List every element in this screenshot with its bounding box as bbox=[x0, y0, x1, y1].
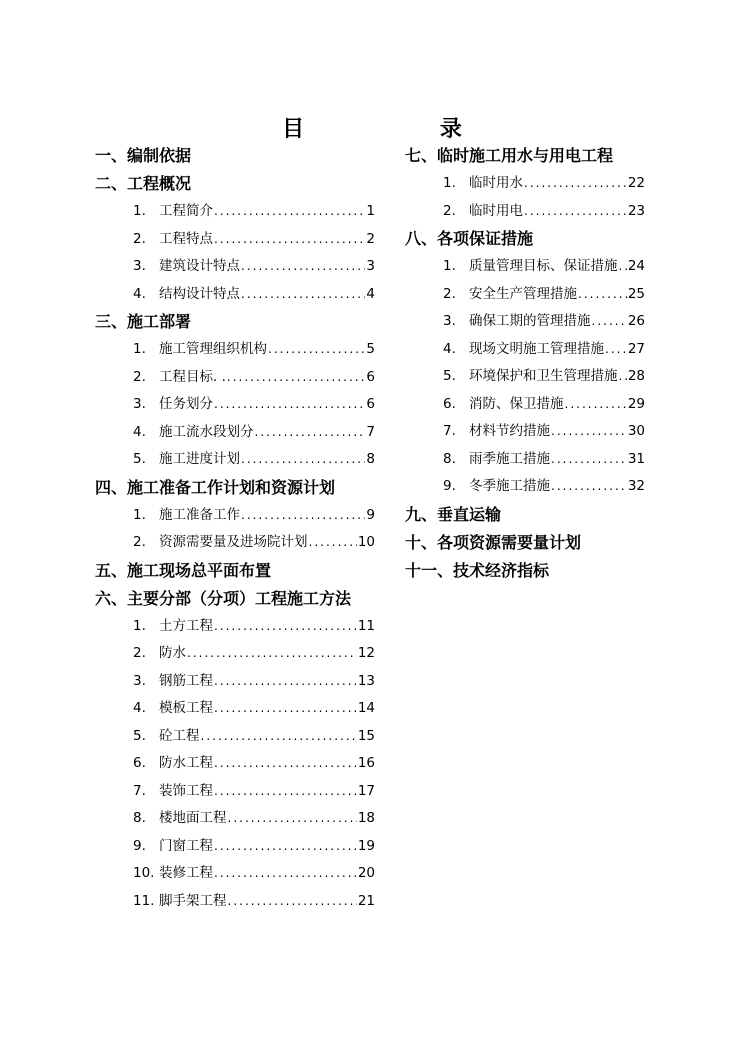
toc-entry-number: 2. bbox=[133, 368, 146, 385]
toc-entry-title: 现场文明施工管理措施 bbox=[469, 340, 604, 357]
toc-entry-page: 14 bbox=[357, 700, 375, 716]
toc-dot-leader bbox=[619, 363, 627, 391]
toc-entry-title: 安全生产管理措施 bbox=[469, 285, 577, 302]
toc-entry-number: 10. bbox=[133, 865, 155, 881]
toc-dot-leader bbox=[241, 446, 365, 474]
toc-entry-page: 1 bbox=[366, 203, 375, 219]
toc-dot-leader bbox=[214, 613, 357, 641]
toc-entry[interactable] bbox=[405, 446, 645, 474]
toc-entry-title: 消防、保卫措施 bbox=[469, 395, 564, 412]
toc-dot-leader bbox=[268, 336, 365, 364]
toc-entry-title: 工程目标. . bbox=[159, 368, 226, 385]
toc-section-heading[interactable]: 五、施工现场总平面布置 bbox=[95, 560, 272, 580]
toc-section-heading[interactable]: 十、各项资源需要量计划 bbox=[405, 532, 582, 552]
toc-entry-page: 16 bbox=[357, 755, 375, 771]
toc-entry-number: 2. bbox=[133, 534, 146, 550]
toc-dot-leader bbox=[605, 336, 627, 364]
toc-entry-number: 1. bbox=[133, 341, 146, 357]
toc-entry[interactable] bbox=[95, 502, 375, 530]
toc-dot-leader bbox=[592, 308, 627, 336]
toc-entry-page: 19 bbox=[357, 837, 375, 854]
toc-entry-page: 15 bbox=[357, 727, 375, 744]
toc-entry-title: 装饰工程 bbox=[159, 782, 213, 799]
toc-entry-title: 材料节约措施 bbox=[469, 423, 550, 439]
toc-entry-title: 门窗工程 bbox=[159, 837, 213, 854]
toc-dot-leader bbox=[214, 226, 365, 254]
toc-dot-leader bbox=[565, 391, 627, 419]
toc-entry-title: 工程简介 bbox=[159, 203, 213, 219]
toc-entry-title: 施工管理组织机构 bbox=[159, 341, 267, 357]
toc-entry[interactable] bbox=[95, 446, 375, 474]
toc-entry-number: 3. bbox=[133, 258, 146, 274]
toc-entry-page: 7 bbox=[366, 423, 375, 440]
toc-entry-title: 施工流水段划分 bbox=[159, 423, 254, 440]
toc-dot-leader bbox=[214, 198, 365, 226]
toc-entry-number: 7. bbox=[443, 423, 456, 439]
toc-entry-page: 24 bbox=[627, 258, 645, 274]
toc-entry-page: 5 bbox=[366, 341, 375, 357]
toc-entry-title: 质量管理目标、保证措施 bbox=[469, 258, 618, 274]
toc-entry-number: 5. bbox=[443, 368, 456, 384]
toc-entry-title: 临时用电 bbox=[469, 202, 523, 219]
toc-entry-title: 装修工程 bbox=[159, 865, 213, 881]
toc-entry-page: 11 bbox=[357, 617, 375, 634]
toc-dot-leader bbox=[241, 281, 365, 309]
toc-entry-number: 2. bbox=[443, 285, 456, 302]
toc-entry-title: 冬季施工措施 bbox=[469, 478, 550, 494]
toc-entry-number: 1. bbox=[133, 203, 146, 219]
toc-entry-page: 13 bbox=[357, 672, 375, 689]
toc-entry-number: 1. bbox=[443, 258, 456, 274]
toc-entry-title: 防水 bbox=[159, 645, 186, 661]
toc-entry-number: 1. bbox=[133, 506, 146, 523]
toc-entry[interactable] bbox=[95, 888, 375, 916]
toc-entry-page: 6 bbox=[366, 396, 375, 412]
toc-entry-title: 模板工程 bbox=[159, 700, 213, 716]
toc-entry-title: 砼工程 bbox=[159, 727, 200, 744]
toc-entry-title: 工程特点 bbox=[159, 230, 213, 247]
toc-entry-number: 2. bbox=[443, 202, 456, 219]
toc-dot-leader bbox=[551, 446, 627, 474]
toc-section-heading[interactable]: 十一、技术经济指标 bbox=[405, 560, 550, 580]
toc-entry-page: 30 bbox=[627, 423, 645, 439]
toc-dot-leader bbox=[228, 888, 357, 916]
toc-entry[interactable] bbox=[95, 668, 375, 696]
toc-section-heading[interactable]: 七、临时施工用水与用电工程 bbox=[405, 146, 614, 165]
toc-entry[interactable] bbox=[95, 613, 375, 641]
toc-entry-page: 28 bbox=[627, 368, 645, 384]
toc-entry-number: 2. bbox=[133, 230, 146, 247]
toc-entry-title: 施工进度计划 bbox=[159, 451, 240, 467]
toc-entry-number: 2. bbox=[133, 645, 146, 661]
toc-entry-page: 27 bbox=[627, 340, 645, 357]
toc-entry[interactable] bbox=[95, 419, 375, 447]
toc-entry-number: 1. bbox=[133, 617, 146, 634]
toc-dot-leader bbox=[214, 391, 365, 419]
toc-entry[interactable] bbox=[405, 336, 645, 364]
toc-entry-number: 6. bbox=[443, 395, 456, 412]
toc-section-heading[interactable]: 三、施工部署 bbox=[95, 312, 192, 331]
toc-right-column bbox=[405, 142, 645, 585]
toc-entry-page: 18 bbox=[357, 810, 375, 826]
toc-entry-page: 3 bbox=[366, 258, 375, 274]
toc-left-column bbox=[95, 142, 375, 915]
toc-entry[interactable] bbox=[405, 363, 645, 391]
toc-entry[interactable] bbox=[405, 418, 645, 446]
toc-entry-title: 结构设计特点 bbox=[159, 285, 240, 302]
toc-entry-page: 10 bbox=[357, 534, 375, 550]
toc-entry[interactable] bbox=[95, 364, 375, 392]
toc-entry-number: 5. bbox=[133, 451, 146, 467]
toc-entry-title: 钢筋工程 bbox=[159, 672, 213, 689]
toc-entry-page: 20 bbox=[357, 865, 375, 881]
toc-entry-number: 9. bbox=[443, 478, 456, 494]
toc-entry[interactable] bbox=[95, 391, 375, 419]
toc-dot-leader bbox=[214, 750, 357, 778]
toc-entry-number: 5. bbox=[133, 727, 146, 744]
toc-entry[interactable] bbox=[405, 253, 645, 281]
toc-entry-number: 3. bbox=[133, 672, 146, 689]
toc-entry-number: 9. bbox=[133, 837, 146, 854]
toc-entry[interactable] bbox=[95, 860, 375, 888]
toc-dot-leader bbox=[255, 419, 366, 447]
toc-entry[interactable] bbox=[95, 253, 375, 281]
toc-entry-page: 31 bbox=[627, 450, 645, 467]
toc-entry-number: 4. bbox=[443, 340, 456, 357]
toc-entry-title: 施工准备工作 bbox=[159, 506, 240, 523]
toc-entry-page: 4 bbox=[366, 285, 375, 302]
toc-entry[interactable] bbox=[95, 226, 375, 254]
toc-dot-leader bbox=[214, 860, 357, 888]
toc-entry-page: 8 bbox=[366, 451, 375, 467]
toc-entry[interactable] bbox=[95, 198, 375, 226]
toc-entry-title: 建筑设计特点 bbox=[159, 258, 240, 274]
toc-dot-leader bbox=[551, 473, 627, 501]
toc-entry-page: 23 bbox=[627, 202, 645, 219]
toc-entry[interactable] bbox=[405, 391, 645, 419]
toc-entry-page: 12 bbox=[357, 645, 375, 661]
toc-entry-title: 环境保护和卫生管理措施 bbox=[469, 368, 618, 384]
toc-entry[interactable] bbox=[95, 723, 375, 751]
toc-entry[interactable] bbox=[405, 308, 645, 336]
toc-dot-leader bbox=[201, 723, 357, 751]
toc-dot-leader bbox=[241, 502, 365, 530]
toc-dot-leader bbox=[214, 695, 357, 723]
toc-dot-leader bbox=[551, 418, 627, 446]
toc-entry-page: 25 bbox=[627, 285, 645, 302]
toc-entry-page: 22 bbox=[627, 175, 645, 191]
toc-dot-leader bbox=[214, 778, 357, 806]
toc-entry[interactable] bbox=[95, 778, 375, 806]
toc-dot-leader bbox=[214, 833, 357, 861]
toc-entry[interactable] bbox=[95, 281, 375, 309]
toc-entry-page: 32 bbox=[627, 478, 645, 494]
toc-dot-leader bbox=[619, 253, 627, 281]
toc-entry-number: 3. bbox=[443, 313, 456, 329]
toc-entry[interactable] bbox=[95, 833, 375, 861]
toc-entry-title: 防水工程 bbox=[159, 755, 213, 771]
toc-section-heading[interactable]: 六、主要分部（分项）工程施工方法 bbox=[95, 588, 352, 608]
toc-dot-leader bbox=[241, 253, 365, 281]
toc-section-heading[interactable]: 九、垂直运输 bbox=[405, 504, 502, 524]
toc-entry[interactable] bbox=[95, 336, 375, 364]
toc-entry[interactable] bbox=[95, 750, 375, 778]
toc-entry-page: 26 bbox=[627, 313, 645, 329]
toc-dot-leader bbox=[524, 198, 627, 226]
toc-entry-title: 任务划分 bbox=[159, 396, 213, 412]
toc-entry-page: 29 bbox=[627, 395, 645, 412]
toc-entry-number: 1. bbox=[443, 175, 456, 191]
toc-entry-page: 9 bbox=[366, 506, 375, 523]
toc-entry-title: 确保工期的管理措施 bbox=[469, 313, 591, 329]
toc-entry-page: 2 bbox=[366, 230, 375, 247]
toc-entry[interactable] bbox=[95, 805, 375, 833]
toc-entry-page: 21 bbox=[357, 892, 375, 909]
toc-dot-leader bbox=[228, 805, 357, 833]
toc-dot-leader bbox=[309, 529, 357, 557]
toc-entry-number: 8. bbox=[443, 450, 456, 467]
toc-section-heading[interactable]: 一、编制依据 bbox=[95, 146, 192, 165]
toc-entry-number: 8. bbox=[133, 810, 146, 826]
toc-entry-number: 11. bbox=[133, 892, 155, 909]
toc-entry[interactable] bbox=[405, 170, 645, 198]
toc-entry[interactable] bbox=[95, 640, 375, 668]
toc-entry-title: 土方工程 bbox=[159, 617, 213, 634]
toc-entry[interactable] bbox=[405, 281, 645, 309]
toc-entry-title: 雨季施工措施 bbox=[469, 450, 550, 467]
toc-entry[interactable] bbox=[405, 198, 645, 226]
toc-dot-leader bbox=[524, 170, 627, 198]
toc-entry-number: 4. bbox=[133, 423, 146, 440]
toc-entry-page: 17 bbox=[357, 782, 375, 799]
toc-dot-leader bbox=[578, 281, 627, 309]
toc-entry-number: 4. bbox=[133, 285, 146, 302]
toc-dot-leader bbox=[227, 364, 366, 392]
toc-entry-title: 楼地面工程 bbox=[159, 810, 227, 826]
toc-entry-title: 脚手架工程 bbox=[159, 892, 227, 909]
toc-entry-title: 临时用水 bbox=[469, 175, 523, 191]
page-title: 目 录 bbox=[282, 117, 526, 142]
toc-entry[interactable] bbox=[95, 695, 375, 723]
toc-entry-number: 4. bbox=[133, 700, 146, 716]
toc-entry[interactable] bbox=[405, 473, 645, 501]
toc-entry[interactable] bbox=[95, 529, 375, 557]
toc-dot-leader bbox=[214, 668, 357, 696]
toc-entry-number: 3. bbox=[133, 396, 146, 412]
toc-dot-leader bbox=[187, 640, 357, 668]
toc-section-heading[interactable]: 八、各项保证措施 bbox=[405, 229, 534, 248]
toc-entry-page: 6 bbox=[366, 368, 375, 385]
toc-entry-number: 6. bbox=[133, 755, 146, 771]
toc-section-heading[interactable]: 四、施工准备工作计划和资源计划 bbox=[95, 477, 336, 497]
toc-entry-title: 资源需要量及进场院计划 bbox=[159, 534, 308, 550]
toc-entry-number: 7. bbox=[133, 782, 146, 799]
toc-section-heading[interactable]: 二、工程概况 bbox=[95, 174, 192, 193]
